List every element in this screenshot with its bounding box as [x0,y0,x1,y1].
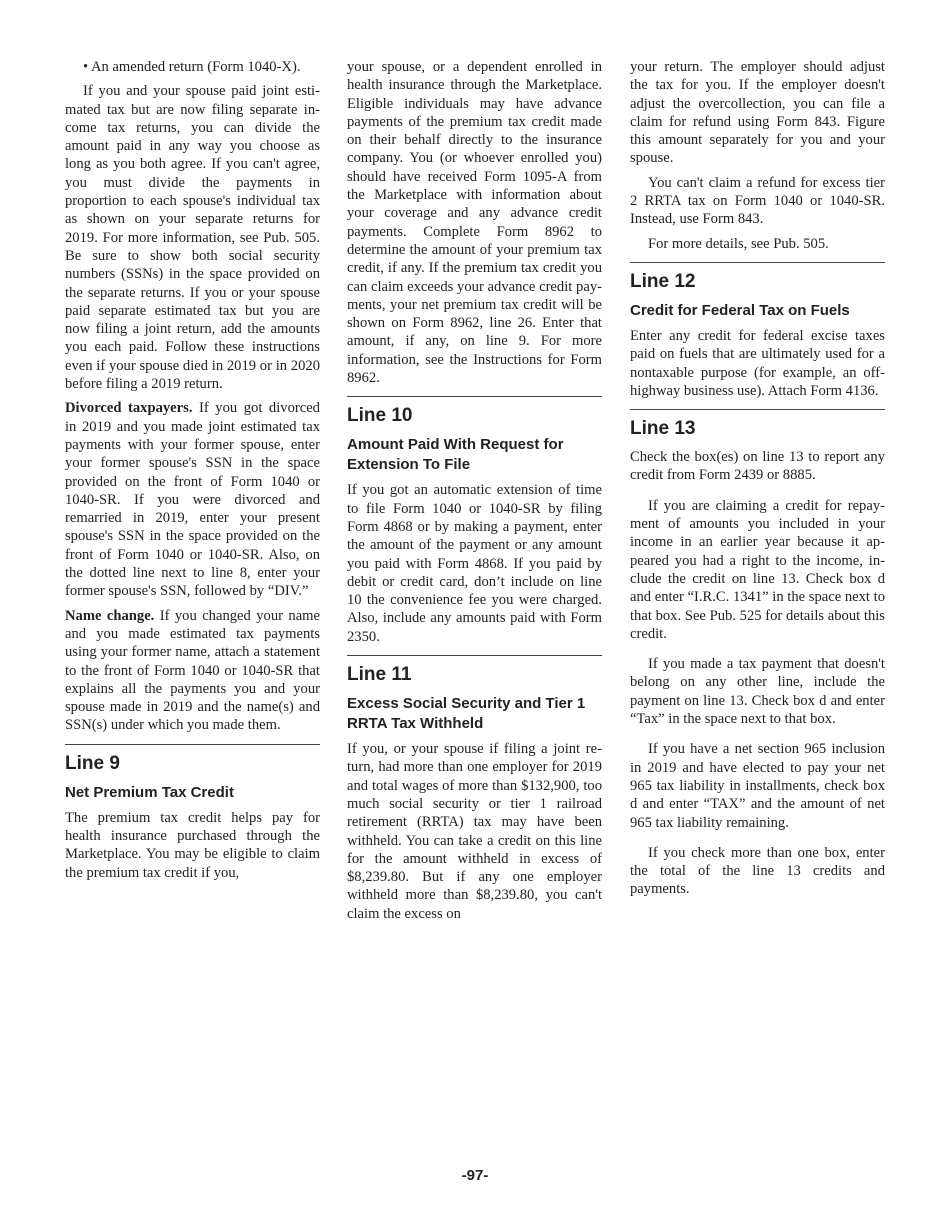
line13-heading: Line 13 [630,418,696,440]
divorced-taxpayers-label: Divorced taxpayers. [65,400,193,417]
more-details-paragraph: For more details, see Pub. 505. [648,235,829,252]
column-2 [347,58,602,929]
excess-ss-continued-paragraph: your return. The employer should adjust the tax for you. If the employer doesn't adjust the overcollection, you can file a claim for refund using Form 843. Figure this amount separately for you and your spouse. [630,59,885,167]
line10-subheading: Amount Paid With Request for Extension To File [347,436,564,474]
line12-heading: Line 12 [630,270,696,292]
line12-paragraph: Enter any credit for federal excise taxes paid on fuels that are ultimately used for a nontaxable purpose (for example, an off-highway business use). Attach Form 4136. [630,327,885,399]
line10-paragraph: If you got an automatic extension of time to file Form 1040 or 1040-SR by filing Form 4868 or by making a payment, enter the amount of the payment or any amount you paid with Form 4868. If you paid by debit or credit card, don’t include on line 10 the convenience fee you were charged. Also, include any amounts paid with Form 2350. [347,482,602,645]
line9-subheading: Net Premium Tax Credit [65,783,234,801]
line12-subheading: Credit for Federal Tax on Fuels [630,301,850,319]
line10-heading: Line 10 [347,405,413,427]
section-965-paragraph: If you have a net section 965 inclusion in 2019 and have elected to pay your net 965 tax liability in installments, check box d and enter “TAX” and the amount of net 965 tax liability remaining. [630,741,885,831]
tax-payment-paragraph: If you made a tax payment that doesn't belong on any other line, include the payment on line 13. Check box d and enter “Tax” in the space next to that box. [630,656,885,728]
divorced-taxpayers-text: If you got divorced in 2019 and you made joint estimated tax payments with your former spouse, enter your former spouse's SSN in the space provided on the front of Form 1040 or 1040-SR. If you were divorced and remarried in 2019, enter your present spouse's SSN in the space provided on the front of Form 1040 or 1040-SR. Also, on the dotted line next to line 8, enter your former spouse's SSN, followed by “DIV.” [65,400,320,600]
divider [347,396,602,397]
joint-estimated-tax-paragraph: If you and your spouse paid joint estimated tax but are now filing separate income tax returns, you can divide the amount paid in any way you choose as long as you both agree. If you can't agree, you must divide the payments in proportion to each spouse's individual tax as shown on your separate returns for 2019. For more information, see Pub. 505. Be sure to show both social security numbers (SSNs) in the space provided on the separate returns. If you or your spouse paid separate estimated tax but you are now filing a joint return, add the amounts you each paid. Follow these instructions even if your spouse died in 2019 or in 2020 before filing a 2019 return. [65,83,320,393]
line11-paragraph: If you, or your spouse if filing a joint return, had more than one employer for 2019 and total wages of more than $132,900, too much social security or tier 1 railroad retirement (RRTA) tax may have been withheld. You can take a credit on this line for the amount withheld in excess of $8,239.80. But if any one employer withheld more than $8,239.80, you can't claim the excess on [347,741,602,922]
column-1 [65,58,320,888]
premium-credit-continued-paragraph: your spouse, or a dependent enrolled in health insurance through the Marketplace. Eligible individuals may have advance payments of the premium tax credit made on their behalf directly to the insurance company. You (or whoever enrolled you) should have received Form 1095-A from the Marketplace with information about your coverage and any advance credit payments. Complete Form 8962 to determine the amount of your premium tax credit, if any. If the premium tax credit you can claim exceeds your advance credit payments, your net premium tax credit will be shown on Form 8962, line 26. Enter that amount, if any, on line 9. For more information, see the Instructions for Form 8962. [347,59,602,387]
line9-paragraph: The premium tax credit helps pay for health insurance purchased through the Marketplace. You may be eligible to claim the premium tax credit if you, [65,809,320,881]
multiple-boxes-paragraph: If you check more than one box, enter the total of the line 13 credits and payments. [630,844,885,898]
divider [630,262,885,263]
page-number: -97- [461,1167,489,1184]
name-change-label: Name change. [65,607,155,624]
tier2-paragraph: You can't claim a refund for excess tier 2 RRTA tax on Form 1040 or 1040-SR. Instead, use Form 843. [630,174,885,228]
line11-subheading: Excess Social Security and Tier 1 RRTA Tax Withheld [347,695,586,733]
name-change-paragraph [65,607,320,735]
column-3 [630,58,885,905]
line11-heading: Line 11 [347,664,412,686]
divider [65,744,320,745]
line9-heading: Line 9 [65,752,120,774]
divider [630,409,885,410]
divider [347,655,602,656]
divorced-taxpayers-paragraph [65,399,320,600]
repayment-credit-paragraph: If you are claiming a credit for repayment of amounts you included in your income in an earlier year because it appeared you had a right to the income, include the credit on line 13. Check box d and enter “I.R.C. 1341” in the space next to that box. See Pub. 525 for details about this credit. [630,497,885,642]
name-change-text: If you changed your name and you made estimated tax payments using your former name, attach a statement to the front of Form 1040 or 1040-SR that explains all the payments you and your spouse made in 2019 and the name(s) and SSN(s) under which you made them. [65,607,320,734]
line13-paragraph: Check the box(es) on line 13 to report any credit from Form 2439 or 8885. [630,449,885,484]
bullet-amended-return: • An amended return (Form 1040-X). [83,59,301,75]
